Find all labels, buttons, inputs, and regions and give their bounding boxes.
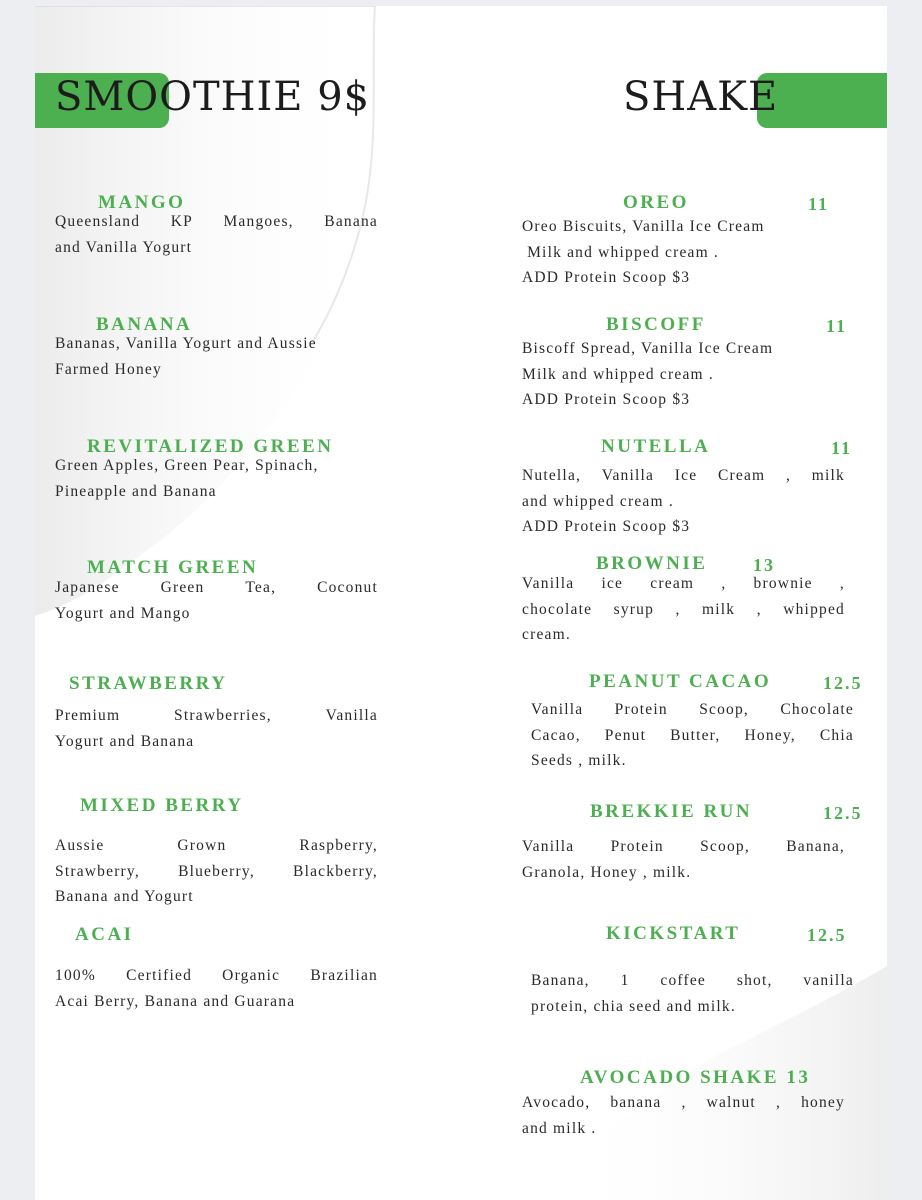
description-word: brownie	[753, 575, 813, 592]
smoothie-item-name: REVITALIZED GREEN	[87, 436, 334, 457]
description-word: syrup	[613, 600, 655, 618]
description-line	[55, 575, 378, 601]
shake-item-description	[522, 463, 845, 540]
shake-item-price: 11	[831, 438, 853, 458]
description-line: Acai Berry, Banana and Guarana	[55, 992, 296, 1010]
description-word: Penut	[604, 726, 647, 744]
description-line	[55, 833, 378, 859]
smoothie-item-description	[55, 575, 378, 626]
description-word: chocolate	[522, 600, 593, 618]
description-word: Banana,	[786, 838, 845, 855]
smoothie-section-title: SMOOTHIE 9$	[55, 74, 371, 120]
shake-item-name: PEANUT CACAO	[589, 671, 772, 692]
description-line: Biscoff Spread, Vanilla Ice Cream	[522, 340, 774, 357]
description-line	[55, 963, 378, 989]
description-line	[522, 571, 845, 597]
description-word: Vanilla	[522, 575, 575, 592]
description-line: Pineapple and Banana	[55, 482, 217, 500]
description-word: ,	[785, 467, 792, 484]
description-line	[531, 723, 854, 749]
description-word: ,	[839, 575, 845, 592]
description-word: Ice	[674, 467, 698, 484]
shake-item-description	[531, 697, 854, 774]
description-line: cream.	[522, 626, 571, 643]
shake-item-price: 13	[753, 555, 775, 575]
smoothie-item-name: MATCH GREEN	[87, 557, 259, 578]
description-word: Cream	[717, 467, 766, 484]
description-word: Butter,	[670, 726, 721, 744]
description-line: Granola, Honey , milk.	[522, 863, 692, 881]
description-word: Premium	[55, 707, 121, 724]
description-word: Strawberry,	[55, 862, 140, 880]
smoothie-item-name: MIXED BERRY	[80, 795, 244, 816]
shake-item-name: NUTELLA	[601, 436, 711, 457]
description-line: Banana and Yogurt	[55, 888, 194, 905]
smoothie-item-name: MANGO	[98, 192, 186, 213]
shake-section-title: SHAKE	[623, 74, 779, 120]
description-line	[522, 834, 845, 860]
description-word: Protein	[614, 701, 668, 718]
description-word: ,	[681, 1094, 687, 1111]
description-word: ,	[756, 600, 762, 618]
description-word: banana	[610, 1094, 662, 1111]
description-line	[522, 463, 845, 489]
description-word: ,	[721, 575, 727, 592]
smoothie-item-description	[55, 963, 378, 1014]
smoothie-item-name: ACAI	[75, 924, 134, 945]
smoothie-item-name: BANANA	[96, 314, 193, 335]
description-word: Grown	[177, 837, 227, 854]
description-line: Yogurt and Mango	[55, 604, 191, 622]
smoothie-item-description	[55, 209, 378, 260]
description-line	[522, 597, 845, 623]
description-word: ,	[775, 1094, 782, 1111]
description-word: Protein	[610, 838, 664, 855]
description-word: Mangoes,	[223, 213, 294, 230]
description-word: Blackberry,	[293, 862, 378, 880]
description-word: Organic	[222, 967, 281, 984]
description-line: Oreo Biscuits, Vanilla Ice Cream	[522, 218, 765, 235]
description-word: Vanilla	[531, 701, 584, 718]
description-word: ice	[601, 575, 624, 592]
description-line: and Vanilla Yogurt	[55, 238, 193, 256]
description-word: Chocolate	[780, 701, 854, 718]
description-word: Honey,	[744, 726, 796, 744]
shake-item-price: 12.5	[823, 803, 863, 823]
description-word: 1	[620, 972, 630, 989]
description-line: ADD Protein Scoop $3	[522, 391, 691, 408]
shake-item-name: KICKSTART	[606, 923, 741, 944]
shake-item-price: 11	[826, 316, 848, 336]
description-line: Seeds , milk.	[531, 752, 627, 769]
description-word: walnut	[706, 1094, 756, 1111]
description-word: Raspberry,	[299, 837, 378, 854]
description-word: Vanilla	[522, 838, 575, 855]
description-line	[531, 968, 854, 994]
description-word: milk	[702, 600, 736, 618]
description-line	[531, 697, 854, 723]
shake-item-price: 11	[808, 194, 830, 214]
shake-item-description	[522, 571, 845, 648]
description-word: Japanese	[55, 579, 120, 596]
description-word: Nutella,	[522, 467, 582, 484]
shake-item-description	[531, 968, 854, 1019]
description-word: Banana	[324, 213, 378, 230]
description-line: Bananas, Vanilla Yogurt and Aussie	[55, 335, 317, 352]
smoothie-item-description	[55, 833, 378, 910]
smoothie-item-name: STRAWBERRY	[69, 673, 228, 694]
description-word: Aussie	[55, 837, 105, 854]
smoothie-item-description	[55, 331, 378, 382]
description-line: ADD Protein Scoop $3	[522, 269, 691, 286]
smoothie-item-description	[55, 453, 378, 504]
description-word: Banana,	[531, 972, 590, 989]
description-word: KP	[170, 213, 193, 230]
description-line: and milk .	[522, 1119, 597, 1137]
description-line: and whipped cream .	[522, 492, 674, 510]
description-word: vanilla	[803, 972, 854, 989]
description-word: Blueberry,	[178, 862, 255, 880]
shake-item-description	[522, 1090, 845, 1141]
description-line: Milk and whipped cream .	[522, 365, 714, 383]
description-word: Scoop,	[699, 701, 750, 718]
shake-item-description	[522, 834, 845, 885]
shake-item-name: AVOCADO SHAKE 13	[580, 1067, 811, 1088]
description-word: Chia	[819, 726, 854, 744]
description-word: 100%	[55, 967, 96, 984]
description-word: Queensland	[55, 213, 141, 230]
shake-item-name: BREKKIE RUN	[590, 801, 753, 822]
description-word: shot,	[736, 972, 773, 989]
description-word: Tea,	[245, 579, 277, 596]
description-word: Strawberries,	[174, 707, 272, 724]
description-word: milk	[811, 467, 845, 484]
description-word: honey	[801, 1094, 845, 1111]
description-word: cream	[650, 575, 695, 592]
shake-item-price: 12.5	[823, 673, 863, 693]
description-word: Scoop,	[700, 838, 750, 855]
description-line	[522, 1090, 845, 1116]
smoothie-item-description	[55, 703, 378, 754]
description-line: Green Apples, Green Pear, Spinach,	[55, 457, 319, 474]
description-word: whipped	[783, 600, 845, 618]
description-word: ,	[675, 600, 681, 618]
description-word: Vanilla	[601, 467, 655, 484]
description-line: Milk and whipped cream .	[522, 243, 720, 261]
shake-item-name: OREO	[623, 192, 689, 213]
description-line: protein, chia seed and milk.	[531, 997, 736, 1015]
shake-item-name: BROWNIE	[596, 553, 708, 574]
description-line	[55, 859, 378, 885]
description-word: Cacao,	[531, 726, 581, 744]
description-word: Vanilla	[325, 707, 378, 724]
description-line: ADD Protein Scoop $3	[522, 518, 691, 535]
shake-item-price: 12.5	[807, 925, 847, 945]
description-word: Green	[160, 579, 205, 596]
description-line	[55, 209, 378, 235]
description-word: Certified	[126, 967, 193, 984]
description-line	[55, 703, 378, 729]
description-word: Coconut	[317, 579, 378, 596]
description-word: Brazilian	[310, 967, 378, 984]
description-word: coffee	[660, 972, 707, 989]
shake-item-description	[522, 336, 852, 413]
shake-item-description	[522, 214, 852, 291]
description-line: Yogurt and Banana	[55, 732, 195, 750]
description-line: Farmed Honey	[55, 360, 162, 378]
shake-item-name: BISCOFF	[606, 314, 706, 335]
description-word: Avocado,	[522, 1094, 591, 1111]
menu-page	[35, 6, 887, 1200]
